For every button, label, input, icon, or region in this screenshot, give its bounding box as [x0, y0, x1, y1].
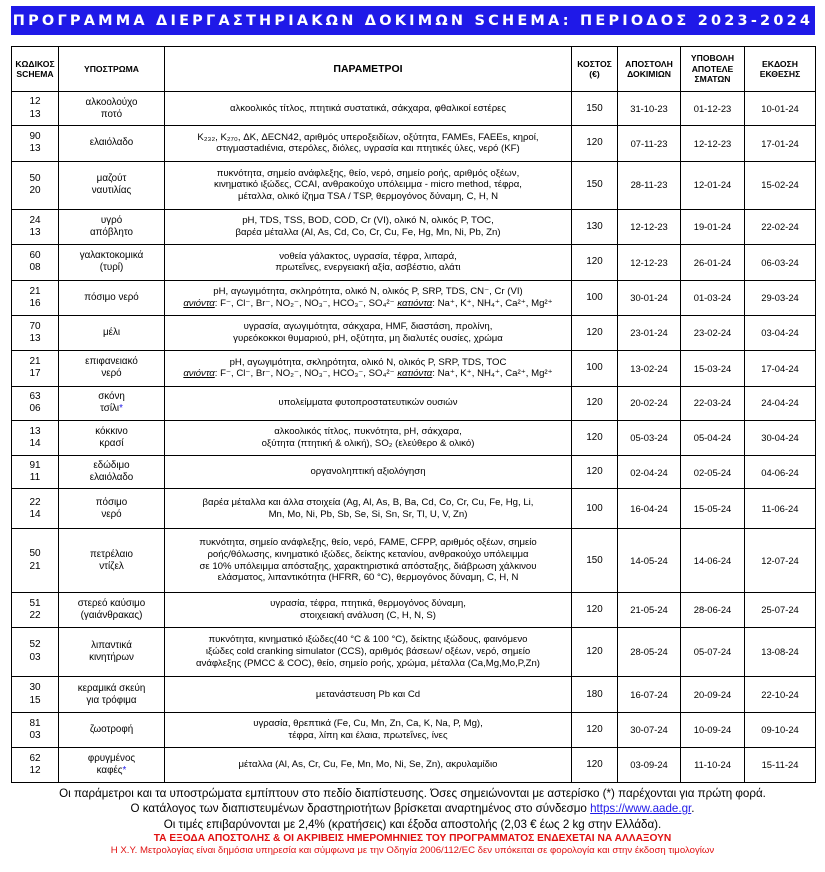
table-row [12, 209, 816, 244]
page-title: ΠΡΟΓΡΑΜΜΑ ΔΙΕΡΓΑΣΤΗΡΙΑΚΩΝ ΔΟΚΙΜΩΝ SCHEMA: ΠΕΡΙΟΔΟΣ 2023-2024 [11, 6, 815, 35]
substrate: πόσιμο νερό [59, 280, 165, 315]
table-row [12, 92, 816, 126]
cost: 120 [572, 386, 618, 420]
substrate: κεραμικά σκεύη για τρόφιμα [59, 676, 165, 712]
submission-date: 01-03-24 [681, 280, 745, 315]
shipment-date: 30-07-24 [618, 713, 681, 747]
submission-date: 20-09-24 [681, 676, 745, 712]
cost: 150 [572, 92, 618, 126]
report-date: 15-11-24 [745, 747, 816, 782]
header-report: ΕΚΔΟΣΗ ΕΚΘΕΣΗΣ [745, 47, 816, 92]
table-row [12, 351, 816, 386]
shipment-date: 31-10-23 [618, 92, 681, 126]
parameters: pH, αγωγιμότητα, σκληρότητα, ολικό N, ολικός P, SRP, TDS, CN⁻, Cr (VI) ανιόντα: F⁻, Cl⁻, Br⁻, NO₂⁻, NO₃⁻, HCO₃⁻, SO₄²⁻ κατιόντα: Na⁺, K⁺, NH₄⁺, Ca²⁺, Mg²⁺ [165, 280, 572, 315]
cost: 120 [572, 747, 618, 782]
table-row [12, 747, 816, 782]
report-date: 24-04-24 [745, 386, 816, 420]
schema-code: 21 17 [12, 351, 59, 386]
footer-notes [0, 786, 825, 858]
parameters: υγρασία, αγωγιμότητα, σάκχαρα, HMF, διαστάση, προλίνη, γυρεόκοκκοι θυμαριού, pH, οξύτητα, μη διαλυτές ουσίες, χρώμα [165, 315, 572, 350]
substrate: μαζούτ ναυτιλίας [59, 161, 165, 209]
table-row [12, 489, 816, 529]
parameters: pH, TDS, TSS, BOD, COD, Cr (VI), ολικό N, ολικός P, TOC, βαρέα μέταλλα (Al, As, Cd, Co, Cr, Cu, Fe, Hg, Mn, Ni, Pb, Zn) [165, 209, 572, 244]
cost: 150 [572, 161, 618, 209]
shipment-date: 13-02-24 [618, 351, 681, 386]
parameters: μετανάστευση Pb και Cd [165, 676, 572, 712]
note-warning: ΤΑ ΕΞΟΔΑ ΑΠΟΣΤΟΛΗΣ & ΟΙ ΑΚΡΙΒΕΙΣ ΗΜΕΡΟΜΗΝΙΕΣ ΤΟΥ ΠΡΟΓΡΑΜΜΑΤΟΣ ΕΝΔΕΧΕΤΑΙ ΝΑ ΑΛΛΑΞΟΥΝ [153, 832, 672, 844]
submission-date: 10-09-24 [681, 713, 745, 747]
parameters: υπολείμματα φυτοπροστατευτικών ουσιών [165, 386, 572, 420]
parameters: αλκοολικός τίτλος, πυκνότητα, pH, σάκχαρα, οξύτητα (πτητική & ολική), SO₂ (ελεύθερο & ολικό) [165, 420, 572, 455]
schema-code: 30 15 [12, 676, 59, 712]
note-accreditation: Οι παράμετροι και τα υποστρώματα εμπίπτουν στο πεδίο διαπίστευσης. Όσες σημειώνονται με αστερίσκο (*) παρέχονται για πρώτη φορά. [59, 787, 766, 800]
cost: 120 [572, 315, 618, 350]
table-row [12, 676, 816, 712]
shipment-date: 16-04-24 [618, 489, 681, 529]
submission-date: 28-06-24 [681, 593, 745, 627]
shipment-date: 12-12-23 [618, 209, 681, 244]
report-date: 06-03-24 [745, 245, 816, 280]
parameters: μέταλλα (Al, As, Cr, Cu, Fe, Mn, Mo, Ni, Se, Zn), ακρυλαμίδιο [165, 747, 572, 782]
report-date: 03-04-24 [745, 315, 816, 350]
table-row [12, 126, 816, 161]
cost: 120 [572, 420, 618, 455]
submission-date: 05-04-24 [681, 420, 745, 455]
substrate: υγρό απόβλητο [59, 209, 165, 244]
cost: 100 [572, 489, 618, 529]
schema-code: 60 08 [12, 245, 59, 280]
note-vat: Η Χ.Υ. Μετρολογίας είναι δημόσια υπηρεσία και σύμφωνα με την Οδηγία 2006/112/ΕC δεν υπόκειται σε φορολογία και στην έκδοση τιμολογίων [110, 845, 715, 857]
report-date: 04-06-24 [745, 456, 816, 489]
table-row [12, 593, 816, 627]
table-row [12, 420, 816, 455]
table-row [12, 386, 816, 420]
header-shipment: ΑΠΟΣΤΟΛΗ ΔΟΚΙΜΙΩΝ [618, 47, 681, 92]
table-row [12, 245, 816, 280]
table-row [12, 161, 816, 209]
report-date: 22-10-24 [745, 676, 816, 712]
report-date: 11-06-24 [745, 489, 816, 529]
schema-code: 13 14 [12, 420, 59, 455]
parameters: pH, αγωγιμότητα, σκληρότητα, ολικό N, ολικός P, SRP, TDS, TOC ανιόντα: F⁻, Cl⁻, Br⁻, NO₂⁻, NO₃⁻, HCO₃⁻, SO₄²⁻ κατιόντα: Na⁺, K⁺, NH₄⁺, Ca²⁺, Mg²⁺ [165, 351, 572, 386]
shipment-date: 23-01-24 [618, 315, 681, 350]
shipment-date: 30-01-24 [618, 280, 681, 315]
submission-date: 11-10-24 [681, 747, 745, 782]
schema-code: 50 20 [12, 161, 59, 209]
schema-code: 52 03 [12, 627, 59, 676]
cost: 120 [572, 126, 618, 161]
submission-date: 15-05-24 [681, 489, 745, 529]
note-catalog: Ο κατάλογος των διαπιστευμένων δραστηριοτήτων βρίσκεται αναρτημένος στο σύνδεσμο https://www.aade.gr. [130, 802, 695, 816]
schema-code: 62 12 [12, 747, 59, 782]
shipment-date: 28-11-23 [618, 161, 681, 209]
report-date: 25-07-24 [745, 593, 816, 627]
report-date: 29-03-24 [745, 280, 816, 315]
shipment-date: 28-05-24 [618, 627, 681, 676]
substrate: κόκκινο κρασί [59, 420, 165, 455]
substrate: ζωοτροφή [59, 713, 165, 747]
cost: 100 [572, 351, 618, 386]
schema-code: 90 13 [12, 126, 59, 161]
parameters: βαρέα μέταλλα και άλλα στοιχεία (Ag, Al, As, B, Ba, Cd, Co, Cr, Cu, Fe, Hg, Li, Mn, Mo, Ni, Pb, Sb, Se, Si, Sn, Sr, Tl, U, V, Zn) [165, 489, 572, 529]
schema-code: 21 16 [12, 280, 59, 315]
schema-code: 70 13 [12, 315, 59, 350]
submission-date: 22-03-24 [681, 386, 745, 420]
schema-code: 50 21 [12, 529, 59, 593]
parameters: υγρασία, τέφρα, πτητικά, θερμογόνος δύναμη, στοιχειακή ανάλυση (C, H, N, S) [165, 593, 572, 627]
substrate: εδώδιμο ελαιόλαδο [59, 456, 165, 489]
schema-code: 91 11 [12, 456, 59, 489]
shipment-date: 12-12-23 [618, 245, 681, 280]
parameters: K₂₃₂, K₂₇₀, ΔK, ΔECN42, αριθμός υπεροξειδίων, οξύτητα, FAMEs, FAEEs, κηροί, στιγμαστadιένια, στερόλες, διόλες, υγρασία και πτητικές ύλες, νερό (KF) [165, 126, 572, 161]
header-parameters: ΠΑΡΑΜΕΤΡΟΙ [165, 47, 572, 92]
submission-date: 19-01-24 [681, 209, 745, 244]
report-date: 13-08-24 [745, 627, 816, 676]
cost: 180 [572, 676, 618, 712]
submission-date: 01-12-23 [681, 92, 745, 126]
report-date: 30-04-24 [745, 420, 816, 455]
submission-date: 23-02-24 [681, 315, 745, 350]
cost: 130 [572, 209, 618, 244]
cost: 120 [572, 593, 618, 627]
schedule-table [11, 46, 816, 783]
shipment-date: 03-09-24 [618, 747, 681, 782]
substrate: αλκοολούχο ποτό [59, 92, 165, 126]
schema-code: 12 13 [12, 92, 59, 126]
table-row [12, 627, 816, 676]
report-date: 12-07-24 [745, 529, 816, 593]
substrate: λιπαντικά κινητήρων [59, 627, 165, 676]
new-asterisk: * [122, 764, 127, 776]
shipment-date: 20-02-24 [618, 386, 681, 420]
table-header-row [12, 47, 816, 92]
shipment-date: 02-04-24 [618, 456, 681, 489]
parameters: πυκνότητα, κινηματικό ιξώδες(40 °C & 100 °C), δείκτης ιξώδους, φαινόμενο ιξώδες cold cranking simulator (CCS), αριθμός βάσεων/ οξέων, νερό, σημείο ανάφλεξης (PMCC & COC), θείο, σημείο ροής, χρώμα, μέταλλα (Ca,Mg,Mo,P,Zn) [165, 627, 572, 676]
substrate: φρυγμένος καφές* [59, 747, 165, 782]
shipment-date: 16-07-24 [618, 676, 681, 712]
report-date: 17-01-24 [745, 126, 816, 161]
submission-date: 15-03-24 [681, 351, 745, 386]
report-date: 22-02-24 [745, 209, 816, 244]
schema-code: 22 14 [12, 489, 59, 529]
report-date: 10-01-24 [745, 92, 816, 126]
parameters: πυκνότητα, σημείο ανάφλεξης, θείο, νερό, FAME, CFPP, αριθμός οξέων, σημείο ροής/θόλωσης, κινηματικό ιξώδες, δείκτης κετανίου, ανθρακούχο υπόλειμμα σε 10% υπόλειμμα απόσταξης, χαρακτηριστικά απόσταξης, διάβρωση χάλκινου ελάσματος, λιπαντικότητα (HFRR, 60 °C), θερμογόνος δύναμη, C, H, N [165, 529, 572, 593]
submission-date: 02-05-24 [681, 456, 745, 489]
parameters: νοθεία γάλακτος, υγρασία, τέφρα, λιπαρά, πρωτεΐνες, ενεργειακή αξία, ασβέστιο, αλάτι [165, 245, 572, 280]
schema-code: 81 03 [12, 713, 59, 747]
header-cost: ΚΟΣΤΟΣ (€) [572, 47, 618, 92]
submission-date: 12-12-23 [681, 126, 745, 161]
table-row [12, 529, 816, 593]
schema-code: 63 06 [12, 386, 59, 420]
parameters: οργανοληπτική αξιολόγηση [165, 456, 572, 489]
substrate: επιφανειακό νερό [59, 351, 165, 386]
substrate: γαλακτοκομικά (τυρί) [59, 245, 165, 280]
parameters: αλκοολικός τίτλος, πτητικά συστατικά, σάκχαρα, φθαλικοί εστέρες [165, 92, 572, 126]
substrate: πετρέλαιο ντίζελ [59, 529, 165, 593]
submission-date: 14-06-24 [681, 529, 745, 593]
substrate: στερεό καύσιμο (γαιάνθρακας) [59, 593, 165, 627]
parameters: πυκνότητα, σημείο ανάφλεξης, θείο, νερό, σημείο ροής, αριθμός οξέων, κινηματικό ιξώδες, CCAI, ανθρακούχο υπόλειμμα - micro method, τέφρα, μέταλλα, ολικό ίζημα TSA / TSP, θερμογόνος δύναμη, C, H, N [165, 161, 572, 209]
note-prices: Οι τιμές επιβαρύνονται με 2,4% (κρατήσεις) και έξοδα αποστολής (2,03 € έως 2 kg στην Ελλάδα). [163, 817, 662, 831]
submission-date: 12-01-24 [681, 161, 745, 209]
cost: 120 [572, 245, 618, 280]
report-date: 17-04-24 [745, 351, 816, 386]
table-row [12, 456, 816, 489]
shipment-date: 21-05-24 [618, 593, 681, 627]
cost: 100 [572, 280, 618, 315]
report-date: 09-10-24 [745, 713, 816, 747]
substrate: σκόνη τσίλι* [59, 386, 165, 420]
aade-link[interactable]: https://www.aade.gr [590, 802, 692, 816]
shipment-date: 07-11-23 [618, 126, 681, 161]
schema-code: 51 22 [12, 593, 59, 627]
new-asterisk: * [119, 403, 123, 415]
cost: 120 [572, 713, 618, 747]
table-row [12, 713, 816, 747]
header-submission: ΥΠΟΒΟΛΗ ΑΠΟΤΕΛΕ ΣΜΑΤΩΝ [681, 47, 745, 92]
shipment-date: 05-03-24 [618, 420, 681, 455]
substrate: πόσιμο νερό [59, 489, 165, 529]
table-body [12, 92, 816, 783]
cost: 120 [572, 456, 618, 489]
submission-date: 05-07-24 [681, 627, 745, 676]
header-substrate: ΥΠΟΣΤΡΩΜΑ [59, 47, 165, 92]
submission-date: 26-01-24 [681, 245, 745, 280]
cost: 120 [572, 627, 618, 676]
parameters: υγρασία, θρεπτικά (Fe, Cu, Mn, Zn, Ca, K, Na, P, Mg), τέφρα, λίπη και έλαια, πρωτεΐνες, ίνες [165, 713, 572, 747]
substrate: μέλι [59, 315, 165, 350]
table-row [12, 315, 816, 350]
shipment-date: 14-05-24 [618, 529, 681, 593]
header-code: ΚΩΔΙΚΟΣ SCHEMA [12, 47, 59, 92]
schema-code: 24 13 [12, 209, 59, 244]
table-row [12, 280, 816, 315]
report-date: 15-02-24 [745, 161, 816, 209]
substrate: ελαιόλαδο [59, 126, 165, 161]
cost: 150 [572, 529, 618, 593]
